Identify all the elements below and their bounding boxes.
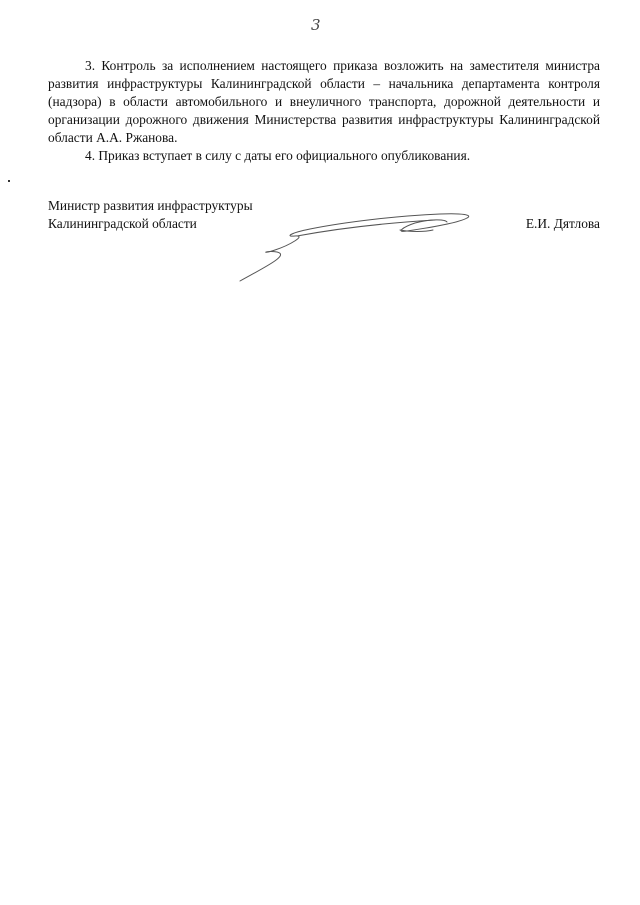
document-body: [48, 57, 600, 165]
scan-speck: [8, 180, 10, 182]
signatory-title: [48, 197, 253, 233]
handwritten-signature: [235, 205, 485, 285]
signature-stroke-main: [240, 214, 469, 281]
signatory-title-line2: Калининградской области: [48, 216, 197, 231]
signatory-name: Е.И. Дятлова: [525, 216, 600, 231]
paragraph-3: 3. Контроль за исполнением настоящего приказа возложить на заместителя министра развития инфраструктуры Калининградской области – начальника департамента контроля (надзора) в области автомобильного и внеуличного транспорта, дорожной деятельности и организации дорожного движения Министерства развития инфраструктуры Калининградской области А.А. Ржанова.: [48, 58, 600, 145]
paragraph-4: 4. Приказ вступает в силу с даты его официального опубликования.: [85, 148, 471, 163]
page-number: 3: [311, 16, 321, 34]
signatory-title-line1: Министр развития инфраструктуры: [48, 198, 253, 213]
signature-stroke-tail: [400, 230, 433, 232]
